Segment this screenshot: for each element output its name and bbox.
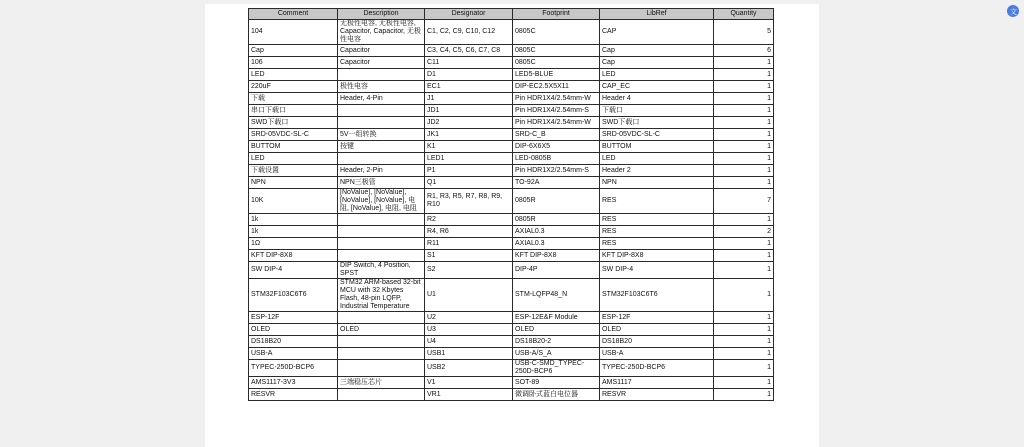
table-row	[249, 348, 774, 360]
cell-libref: Cap	[600, 45, 714, 57]
cell-comment: 220uF	[249, 81, 338, 93]
cell-quantity: 1	[714, 141, 774, 153]
cell-footprint: LED-0805B	[513, 153, 600, 165]
cell-footprint: DIP-6X6X5	[513, 141, 600, 153]
cell-description	[338, 250, 425, 262]
cell-footprint: DIP-4P	[513, 262, 600, 279]
table-row	[249, 262, 774, 279]
cell-comment: SW DIP-4	[249, 262, 338, 279]
cell-footprint: AXIAL0.3	[513, 226, 600, 238]
cell-comment: LED	[249, 69, 338, 81]
header-footprint: Footprint	[513, 9, 600, 20]
cell-comment: 串口下载口	[249, 105, 338, 117]
cell-quantity: 1	[714, 262, 774, 279]
cell-quantity: 1	[714, 389, 774, 401]
cell-description: Header, 4-Pin	[338, 93, 425, 105]
cell-designator: R11	[425, 238, 513, 250]
cell-designator: S2	[425, 262, 513, 279]
cell-designator: C11	[425, 57, 513, 69]
cell-libref: OLED	[600, 324, 714, 336]
cell-quantity: 1	[714, 57, 774, 69]
cell-footprint: STM-LQFP48_N	[513, 279, 600, 312]
cell-libref: DS18B20	[600, 336, 714, 348]
cell-comment: 1k	[249, 214, 338, 226]
cell-comment: 106	[249, 57, 338, 69]
cell-description: 5V一组转换	[338, 129, 425, 141]
table-row	[249, 214, 774, 226]
cell-quantity: 5	[714, 20, 774, 45]
cell-quantity: 1	[714, 153, 774, 165]
table-row	[249, 279, 774, 312]
cell-libref: Header 2	[600, 165, 714, 177]
cell-quantity: 1	[714, 377, 774, 389]
cell-libref: AMS1117	[600, 377, 714, 389]
cell-description	[338, 336, 425, 348]
cell-designator: C1, C2, C9, C10, C12	[425, 20, 513, 45]
cell-comment: SRD-05VDC-SL-C	[249, 129, 338, 141]
header-comment: Comment	[249, 9, 338, 20]
cell-footprint: 微调卧式蓝白电位器	[513, 389, 600, 401]
cell-description: Header, 2-Pin	[338, 165, 425, 177]
cell-designator: USB2	[425, 360, 513, 377]
cell-comment: 下载	[249, 93, 338, 105]
cell-designator: EC1	[425, 81, 513, 93]
cell-footprint: 0805C	[513, 20, 600, 45]
header-description: Description	[338, 9, 425, 20]
table-row	[249, 389, 774, 401]
cell-description: OLED	[338, 324, 425, 336]
cell-designator: JD2	[425, 117, 513, 129]
cell-description	[338, 389, 425, 401]
cell-description	[338, 69, 425, 81]
cell-quantity: 1	[714, 129, 774, 141]
cell-quantity: 1	[714, 348, 774, 360]
cell-libref: KFT DIP-8X8	[600, 250, 714, 262]
cell-libref: BUTTOM	[600, 141, 714, 153]
cell-footprint: Pin HDR1X4/2.54mm-W	[513, 117, 600, 129]
cell-quantity: 1	[714, 279, 774, 312]
cell-footprint: 0805C	[513, 45, 600, 57]
cell-description: 按键	[338, 141, 425, 153]
cell-description	[338, 226, 425, 238]
cell-description: STM32 ARM-based 32-bit MCU with 32 Kbytes Flash, 48-pin LQFP, Industrial Temperature	[338, 279, 425, 312]
cell-footprint: KFT DIP-8X8	[513, 250, 600, 262]
cell-comment: 下载设置	[249, 165, 338, 177]
table-row	[249, 69, 774, 81]
document-page	[205, 4, 819, 447]
cell-comment: KFT DIP-8X8	[249, 250, 338, 262]
cell-libref: RES	[600, 238, 714, 250]
table-row	[249, 141, 774, 153]
cell-designator: U1	[425, 279, 513, 312]
cell-libref: SWD下载口	[600, 117, 714, 129]
cell-libref: SW DIP-4	[600, 262, 714, 279]
cell-quantity: 1	[714, 360, 774, 377]
table-row	[249, 153, 774, 165]
cell-quantity: 7	[714, 189, 774, 214]
table-row	[249, 81, 774, 93]
cell-footprint: 0805R	[513, 214, 600, 226]
table-row	[249, 377, 774, 389]
table-row	[249, 177, 774, 189]
cell-description	[338, 312, 425, 324]
cell-comment: USB-A	[249, 348, 338, 360]
cell-designator: P1	[425, 165, 513, 177]
cell-comment: LED	[249, 153, 338, 165]
cell-quantity: 1	[714, 93, 774, 105]
cell-footprint: TO-92A	[513, 177, 600, 189]
table-header-row	[249, 9, 774, 20]
cell-quantity: 1	[714, 214, 774, 226]
cell-footprint: USB-C-SMD_TYPEC-250D-BCP6	[513, 360, 600, 377]
cell-footprint: Pin HDR1X2/2.54mm-S	[513, 165, 600, 177]
cell-quantity: 1	[714, 177, 774, 189]
cell-footprint: 0805C	[513, 57, 600, 69]
cell-description	[338, 360, 425, 377]
cell-quantity: 1	[714, 238, 774, 250]
cell-footprint: Pin HDR1X4/2.54mm-W	[513, 93, 600, 105]
cell-quantity: 1	[714, 69, 774, 81]
cell-description	[338, 238, 425, 250]
cell-comment: TYPEC-250D-BCP6	[249, 360, 338, 377]
cell-libref: 下载口	[600, 105, 714, 117]
cell-designator: J1	[425, 93, 513, 105]
cell-footprint: USB-A/S_A	[513, 348, 600, 360]
cell-description	[338, 117, 425, 129]
table-row	[249, 165, 774, 177]
table-row	[249, 129, 774, 141]
cell-quantity: 1	[714, 105, 774, 117]
cell-description: NPN三极管	[338, 177, 425, 189]
cell-description: 三端稳压芯片	[338, 377, 425, 389]
cell-designator: C3, C4, C5, C6, C7, C8	[425, 45, 513, 57]
cell-libref: RES	[600, 226, 714, 238]
cell-description: DIP Switch, 4 Position, SPST	[338, 262, 425, 279]
svg-text:文: 文	[1010, 8, 1017, 16]
cell-comment: AMS1117-3V3	[249, 377, 338, 389]
cell-comment: DS18B20	[249, 336, 338, 348]
table-row	[249, 238, 774, 250]
cell-designator: U2	[425, 312, 513, 324]
cell-designator: JD1	[425, 105, 513, 117]
cell-description	[338, 153, 425, 165]
header-quantity: Quantity	[714, 9, 774, 20]
cell-description: Capacitor	[338, 45, 425, 57]
cell-comment: RESVR	[249, 389, 338, 401]
cell-footprint: AXIAL0.3	[513, 238, 600, 250]
cell-quantity: 6	[714, 45, 774, 57]
cell-description: 无极性电容, 无极性电容, Capacitor, Capacitor, 无极性电容	[338, 20, 425, 45]
cell-libref: CAP	[600, 20, 714, 45]
table-row	[249, 250, 774, 262]
cell-designator: V1	[425, 377, 513, 389]
cell-libref: LED	[600, 153, 714, 165]
cell-designator: U4	[425, 336, 513, 348]
cell-libref: SRD-05VDC-SL-C	[600, 129, 714, 141]
cell-comment: NPN	[249, 177, 338, 189]
cell-quantity: 1	[714, 324, 774, 336]
cell-libref: Cap	[600, 57, 714, 69]
cell-designator: VR1	[425, 389, 513, 401]
cell-comment: 1k	[249, 226, 338, 238]
cell-description	[338, 348, 425, 360]
cell-comment: OLED	[249, 324, 338, 336]
cell-libref: USB-A	[600, 348, 714, 360]
cell-libref: CAP_EC	[600, 81, 714, 93]
cell-quantity: 1	[714, 165, 774, 177]
cell-description: 极性电容	[338, 81, 425, 93]
table-row	[249, 336, 774, 348]
cell-footprint: DIP-EC2.5X5X11	[513, 81, 600, 93]
table-row	[249, 189, 774, 214]
cell-description: [NoValue], [NoValue], [NoValue], [NoValue], 电阻, [NoValue], 电阻, 电阻	[338, 189, 425, 214]
cell-quantity: 2	[714, 226, 774, 238]
table-row	[249, 226, 774, 238]
cell-comment: BUTTOM	[249, 141, 338, 153]
cell-comment: SWD下载口	[249, 117, 338, 129]
cell-footprint: 0805R	[513, 189, 600, 214]
cell-footprint: OLED	[513, 324, 600, 336]
cell-designator: USB1	[425, 348, 513, 360]
cell-description	[338, 105, 425, 117]
cell-libref: STM32F103C6T6	[600, 279, 714, 312]
cell-designator: K1	[425, 141, 513, 153]
cell-designator: U3	[425, 324, 513, 336]
cell-libref: RESVR	[600, 389, 714, 401]
cell-designator: JK1	[425, 129, 513, 141]
cell-designator: R1, R3, R5, R7, R8, R9, R10	[425, 189, 513, 214]
cell-quantity: 1	[714, 117, 774, 129]
table-row	[249, 57, 774, 69]
cell-libref: ESP-12F	[600, 312, 714, 324]
header-libref: LibRef	[600, 9, 714, 20]
cell-designator: S1	[425, 250, 513, 262]
cell-footprint: Pin HDR1X4/2.54mm-S	[513, 105, 600, 117]
cell-footprint: DS18B20-2	[513, 336, 600, 348]
cell-quantity: 1	[714, 312, 774, 324]
table-row	[249, 360, 774, 377]
cell-quantity: 1	[714, 250, 774, 262]
cell-comment: ESP-12F	[249, 312, 338, 324]
cell-libref: LED	[600, 69, 714, 81]
cell-designator: Q1	[425, 177, 513, 189]
cell-footprint: LED5-BLUE	[513, 69, 600, 81]
cell-libref: TYPEC-250D-BCP6	[600, 360, 714, 377]
cell-footprint: SRD-C_B	[513, 129, 600, 141]
cell-libref: Header 4	[600, 93, 714, 105]
cell-footprint: ESP-12E&F Module	[513, 312, 600, 324]
table-row	[249, 105, 774, 117]
cell-designator: LED1	[425, 153, 513, 165]
cell-comment: STM32F103C6T6	[249, 279, 338, 312]
cell-comment: Cap	[249, 45, 338, 57]
cell-quantity: 1	[714, 336, 774, 348]
bom-table-body	[249, 20, 774, 401]
table-row	[249, 45, 774, 57]
cell-description	[338, 214, 425, 226]
table-row	[249, 324, 774, 336]
cell-designator: R2	[425, 214, 513, 226]
cell-designator: D1	[425, 69, 513, 81]
cell-description: Capacitor	[338, 57, 425, 69]
cell-comment: 10K	[249, 189, 338, 214]
cell-comment: 1Ω	[249, 238, 338, 250]
cell-comment: 104	[249, 20, 338, 45]
bom-table	[248, 8, 774, 401]
table-row	[249, 20, 774, 45]
table-row	[249, 312, 774, 324]
cell-libref: RES	[600, 189, 714, 214]
table-row	[249, 117, 774, 129]
cell-libref: RES	[600, 214, 714, 226]
cell-libref: NPN	[600, 177, 714, 189]
header-designator: Designator	[425, 9, 513, 20]
translate-icon[interactable]	[1007, 5, 1019, 17]
cell-designator: R4, R6	[425, 226, 513, 238]
table-row	[249, 93, 774, 105]
cell-footprint: SOT-89	[513, 377, 600, 389]
cell-quantity: 1	[714, 81, 774, 93]
